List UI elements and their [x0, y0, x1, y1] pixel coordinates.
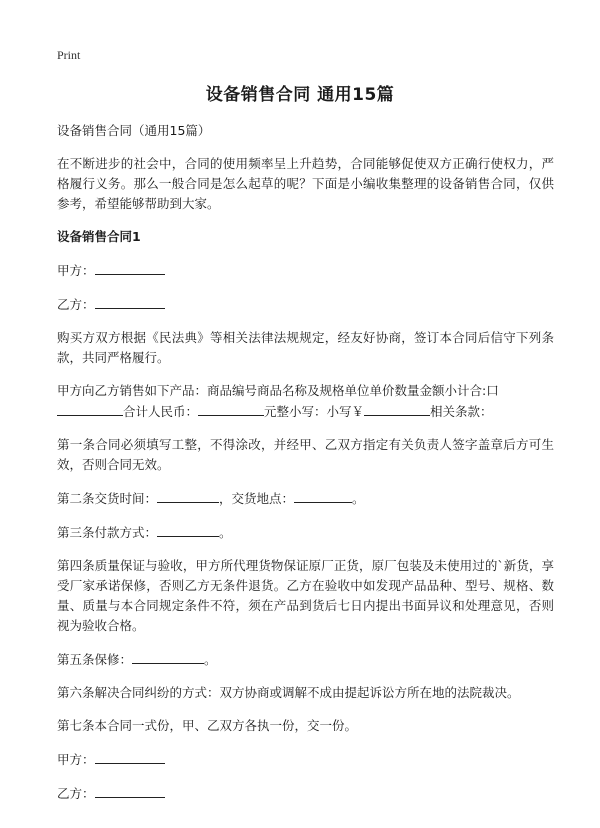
page-title: 设备销售合同 通用15篇	[205, 85, 395, 105]
clause-2-mid: ，交货地点：	[219, 491, 295, 506]
clause-1: 第一条合同必须填写工整，不得涂改，并经甲、乙双方指定有关负责人签字盖章后方可生效，否则合同无效。	[57, 437, 554, 472]
clause-4: 第四条质量保证与验收，甲方所代理货物保证原厂正货，原厂包装及未使用过的`新货，享受厂家承诺保修，否则乙方无条件退货。乙方在验收中如发现产品品种、型号、规格、数量、质量与本合同规定条件不符，须在产品到货后七日内提出书面异议和处理意见，否则视为验收合格。	[57, 558, 554, 633]
intro-paragraph: 在不断进步的社会中，合同的使用频率呈上升趋势，合同能够促使双方正确行使权力，严格履行义务。那么一般合同是怎么起草的呢？下面是小编收集整理的设备销售合同，仅供参考，希望能够帮助到大家。	[57, 156, 554, 211]
goods-text-d: 相关条款：	[430, 404, 493, 419]
warranty-blank	[132, 649, 204, 664]
party-a-sign-blank	[95, 749, 165, 764]
clause-5-end: 。	[204, 652, 217, 667]
clause-5	[57, 649, 554, 670]
delivery-time-blank	[157, 488, 219, 503]
clause-2-end: 。	[352, 491, 365, 506]
goods-text-a: 甲方向乙方销售如下产品：商品编号商品名称及规格单位单价数量金额小计合:口	[57, 383, 499, 398]
basis-paragraph: 购买方双方根据《民法典》等相关法律法规规定，经友好协商，签订本合同后信守下列条款，共同严格履行。	[57, 330, 554, 365]
delivery-place-blank	[294, 488, 352, 503]
clause-2-label: 第二条交货时间：	[57, 491, 158, 506]
print-label: Print	[57, 48, 81, 62]
party-b-blank	[95, 294, 165, 309]
goods-paragraph	[57, 381, 554, 422]
party-b-sign-line	[57, 783, 554, 804]
party-a-line	[57, 260, 554, 281]
goods-blank-3	[364, 401, 430, 416]
clause-3-label: 第三条付款方式：	[57, 525, 158, 540]
goods-text-b: 合计人民币：	[123, 404, 199, 419]
clause-3	[57, 522, 554, 543]
payment-method-blank	[157, 522, 219, 537]
party-a-sign-line	[57, 749, 554, 770]
party-b-line	[57, 294, 554, 315]
document-body	[57, 121, 554, 814]
party-a-sign-label: 甲方：	[57, 752, 95, 767]
goods-blank-2	[198, 401, 264, 416]
party-a-blank	[95, 260, 165, 275]
party-b-sign-label: 乙方：	[57, 786, 95, 801]
clause-5-label: 第五条保修：	[57, 652, 133, 667]
clause-3-end: 。	[219, 525, 232, 540]
goods-blank-1	[57, 401, 123, 416]
party-b-label: 乙方：	[57, 297, 95, 312]
section-heading: 设备销售合同1	[57, 229, 141, 244]
goods-text-c: 元整小写：小写￥	[264, 404, 365, 419]
party-a-label: 甲方：	[57, 263, 95, 278]
clause-2	[57, 488, 554, 509]
clause-7: 第七条本合同一式份，甲、乙双方各执一份，交一份。	[57, 718, 358, 733]
clause-6: 第六条解决合同纠纷的方式：双方协商或调解不成由提起诉讼方所在地的法院裁决。	[57, 685, 520, 700]
party-b-sign-blank	[95, 783, 165, 798]
document-subtitle: 设备销售合同（通用15篇）	[57, 123, 211, 138]
